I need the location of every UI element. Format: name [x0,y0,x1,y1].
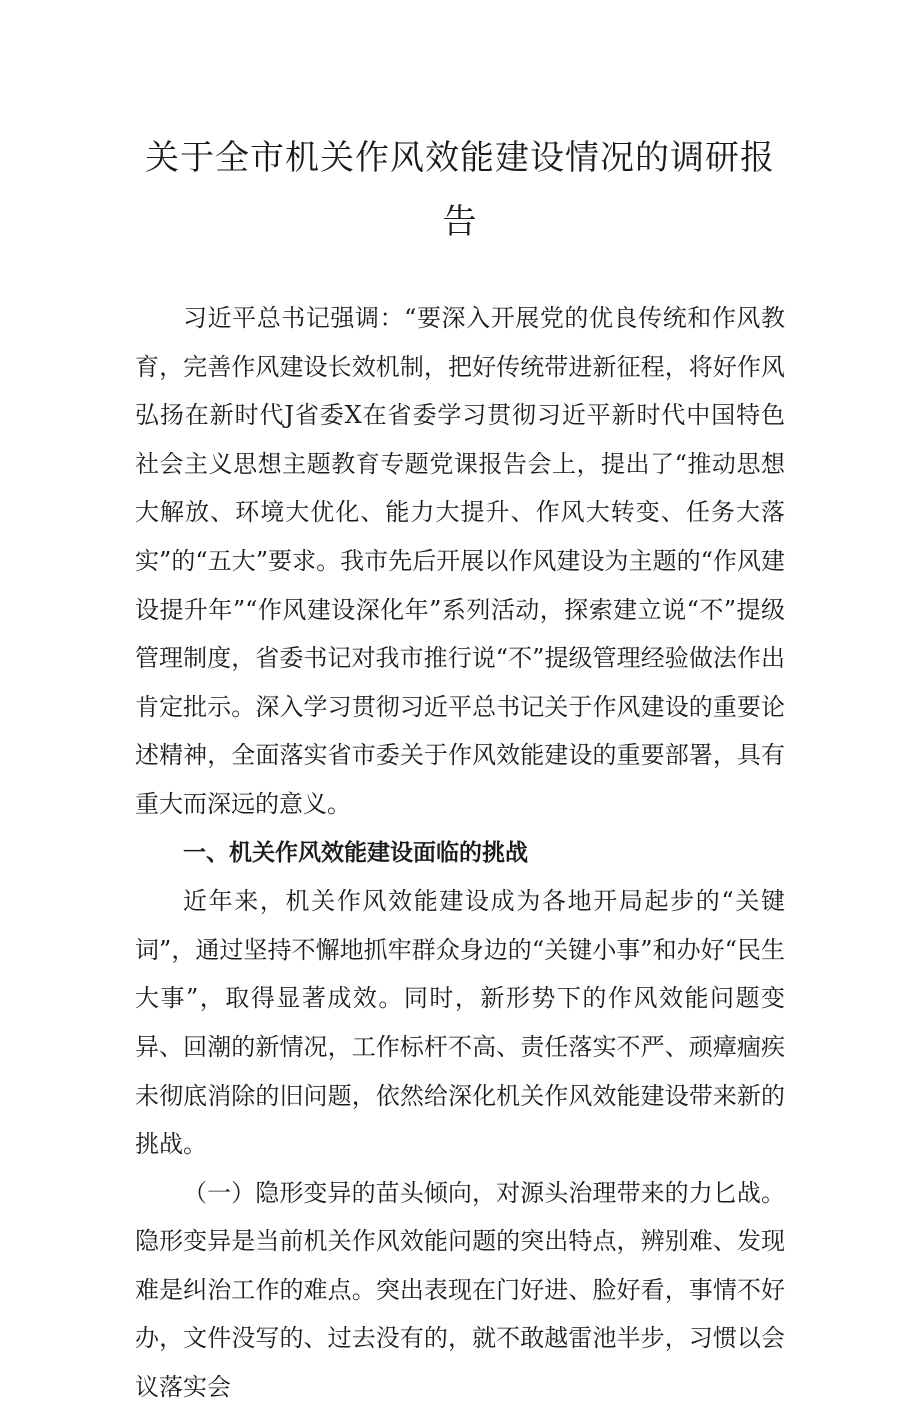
document-title [135,0,785,254]
title-line-1: 关于全市机关作风效能建设情况的调研报 [145,138,775,178]
document-body [135,294,785,1412]
section-heading-1: 一、机关作风效能建设面临的挑战 [183,839,528,866]
paragraph-3: （一）隐形变异的苗头倾向，对源头治理带来的力匕战。隐形变异是当前机关作风效能问题的突出特点，辨别难、发现难是纠治工作的难点。突出表现在门好进、脸好看，事情不好办，文件没写的、过去没有的，就不敢越雷池半步，习惯以会议落实会 [135,1178,785,1402]
paragraph-2: 近年来，机关作风效能建设成为各地开局起步的“关键词”，通过坚持不懈地抓牢群众身边的“关键小事”和办好“民生大事”，取得显著成效。同时，新形势下的作风效能问题变异、回潮的新情况，工作标杆不高、责任落实不严、顽瘴痼疾未彻底消除的旧问题，依然给深化机关作风效能建设带来新的挑战。 [135,887,785,1159]
title-line-2: 告 [442,202,478,242]
paragraph-intro: 习近平总书记强调：“要深入开展党的优良传统和作风教育，完善作风建设长效机制，把好传统带进新征程，将好作风弘扬在新时代J省委X在省委学习贯彻习近平新时代中国特色社会主义思想主题教育专题党课报告会上，提出了“推动思想大解放、环境大优化、能力大提升、作风大转变、任务大落实”的“五大”要求。我市先后开展以作风建设为主题的“作风建设提升年”“作风建设深化年”系列活动，探索建立说“不”提级管理制度，省委书记对我市推行说“不”提级管理经验做法作出肯定批示。深入学习贯彻习近平总书记关于作风建设的重要论述精神，全面落实省市委关于作风效能建设的重要部署，具有重大而深远的意义。 [135,304,785,818]
